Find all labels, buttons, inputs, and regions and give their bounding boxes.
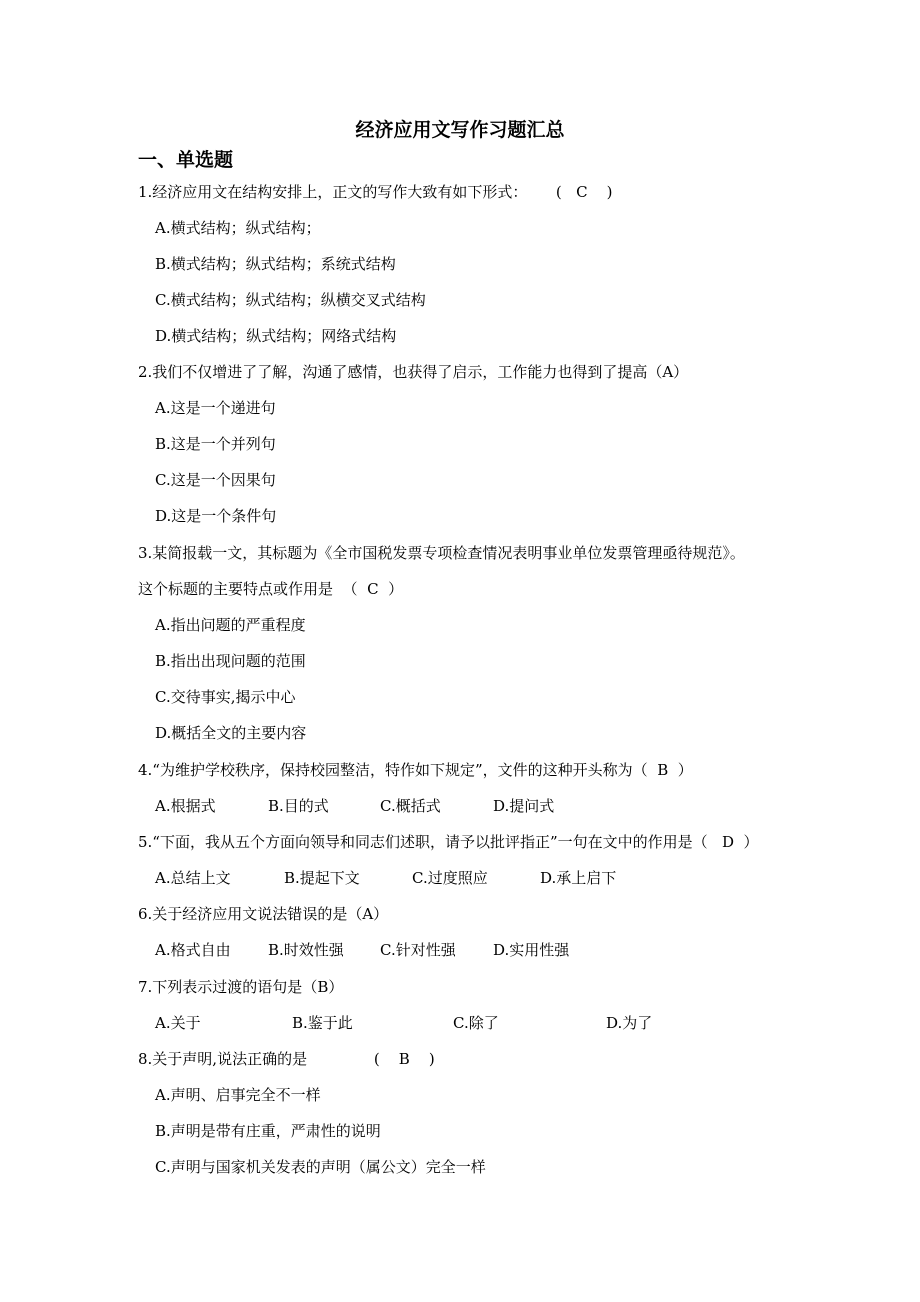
question-1-stem: 1.经济应用文在结构安排上，正文的写作大致有如下形式： ( C ) [138, 183, 613, 201]
question-2-option-b: B.这是一个并列句 [155, 435, 276, 453]
question-7-option-a: A.关于 [155, 1014, 201, 1032]
question-4-option-b: B.目的式 [268, 797, 329, 815]
question-2-option-a: A.这是一个递进句 [155, 399, 276, 417]
question-8-stem: 8.关于声明,说法正确的是 ( B ) [138, 1050, 435, 1068]
question-3-option-d: D.概括全文的主要内容 [155, 724, 307, 742]
question-7-option-c: C.除了 [453, 1014, 499, 1032]
question-4-option-d: D.提问式 [493, 797, 555, 815]
question-3-stem: 3.某简报载一文，其标题为《全市国税发票专项检查情况表明事业单位发票管理亟待规范》。 [138, 544, 745, 562]
question-4-option-a: A.根据式 [155, 797, 216, 815]
question-4-stem: 4.“为维护学校秩序，保持校园整洁，特作如下规定”，文件的这种开头称为（ B ） [138, 761, 693, 779]
question-6-option-a: A.格式自由 [155, 941, 231, 959]
question-2-option-d: D.这是一个条件句 [155, 507, 277, 525]
question-6-option-b: B.时效性强 [268, 941, 344, 959]
question-5-option-a: A.总结上文 [155, 869, 231, 887]
question-1-option-d: D.横式结构；纵式结构；网络式结构 [155, 327, 397, 345]
question-7-option-d: D.为了 [606, 1014, 653, 1032]
section-heading: 一、单选题 [138, 149, 234, 171]
question-1-option-c: C.横式结构；纵式结构；纵横交叉式结构 [155, 291, 426, 309]
document-title: 经济应用文写作习题汇总 [355, 119, 565, 141]
question-2-option-c: C.这是一个因果句 [155, 471, 276, 489]
question-1-option-a: A.横式结构；纵式结构； [155, 219, 321, 237]
question-3-option-a: A.指出问题的严重程度 [155, 616, 306, 634]
question-6-stem: 6.关于经济应用文说法错误的是（A） [138, 905, 389, 923]
question-8-option-a: A.声明、启事完全不一样 [155, 1086, 321, 1104]
question-7-stem: 7.下列表示过渡的语句是（B） [138, 978, 344, 996]
question-5-stem: 5.“下面，我从五个方面向领导和同志们述职，请予以批评指正”一句在文中的作用是（ D ） [138, 833, 759, 851]
question-3-option-b: B.指出出现问题的范围 [155, 652, 306, 670]
question-3-stem-continued: 这个标题的主要特点或作用是 （ C ） [138, 580, 404, 598]
question-2-stem: 2.我们不仅增进了了解，沟通了感情，也获得了启示，工作能力也得到了提高（A） [138, 363, 689, 381]
question-7-option-b: B.鉴于此 [292, 1014, 353, 1032]
question-4-option-c: C.概括式 [380, 797, 441, 815]
question-8-option-b: B.声明是带有庄重，严肃性的说明 [155, 1122, 381, 1140]
question-8-option-c: C.声明与国家机关发表的声明（属公文）完全一样 [155, 1158, 486, 1176]
question-5-option-c: C.过度照应 [412, 869, 488, 887]
question-6-option-c: C.针对性强 [380, 941, 456, 959]
question-3-option-c: C.交待事实,揭示中心 [155, 688, 296, 706]
question-1-option-b: B.横式结构；纵式结构；系统式结构 [155, 255, 396, 273]
question-5-option-d: D.承上启下 [540, 869, 617, 887]
question-6-option-d: D.实用性强 [493, 941, 570, 959]
question-5-option-b: B.提起下文 [284, 869, 360, 887]
